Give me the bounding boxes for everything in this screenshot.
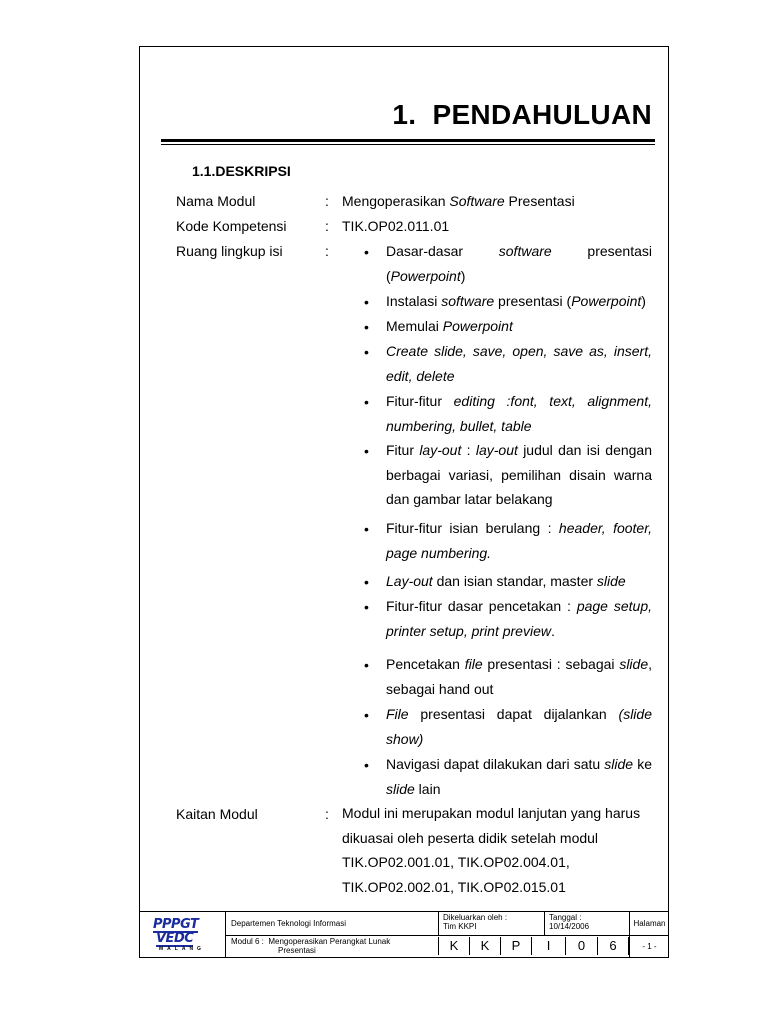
module-cell	[225, 935, 438, 958]
code-letter: K	[469, 937, 500, 955]
scope-item: Navigasi dapat dilakukan dari satu slide ke slide lain	[386, 756, 652, 797]
scope-item: Fitur-fitur dasar pencetakan : page setup, printer setup, print preview.	[386, 598, 652, 639]
department: Departemen Teknologi Informasi	[231, 919, 347, 928]
bullet-icon: •	[364, 294, 369, 310]
separator: :	[325, 218, 329, 234]
code-letter: I	[531, 937, 565, 955]
issued-by-label: Dikeluarkan oleh :	[443, 913, 508, 922]
scope-item: Fitur-fitur isian berulang : header, footer, page numbering.	[386, 520, 652, 561]
page-label-cell	[629, 911, 669, 935]
kaitan-modul-value	[342, 801, 662, 899]
scope-item: Fitur lay-out : lay-out judul dan isi dengan berbagai variasi, pemilihan disain warna dan gambar latar belakang	[386, 442, 653, 507]
nama-modul-label: Nama Modul	[176, 193, 256, 209]
module-title-1: Mengoperasikan Perangkat Lunak	[268, 937, 391, 946]
date: 10/14/2006	[549, 922, 590, 931]
page-value-cell	[629, 935, 669, 958]
issued-by: Tim KKPI	[443, 922, 477, 931]
bullet-icon: •	[364, 757, 369, 773]
scope-item: Memulai Powerpoint	[386, 318, 513, 334]
scope-item: Pencetakan file presentasi : sebagai slide, sebagai hand out	[386, 656, 652, 697]
bullet-icon: •	[364, 394, 369, 410]
date-label: Tanggal :	[549, 913, 582, 922]
kaitan-line: TIK.OP02.002.01, TIK.OP02.015.01	[342, 878, 566, 895]
chapter-number: 1.	[392, 99, 417, 130]
chapter-title	[392, 99, 652, 131]
bullet-icon: •	[364, 707, 369, 723]
separator: :	[325, 193, 329, 209]
separator: :	[325, 243, 329, 259]
module-title-2: Presentasi	[278, 946, 316, 955]
department-cell	[225, 911, 438, 935]
code-letter: K	[438, 937, 469, 955]
vedc-logo: VEDC	[156, 931, 194, 946]
title-rule-thin	[161, 144, 655, 145]
bullet-icon: •	[364, 599, 369, 615]
issued-by-cell	[438, 911, 544, 935]
scope-item: Dasar-dasar software presentasi (Powerpoint)	[386, 243, 653, 284]
code-letter: 0	[565, 937, 597, 955]
chapter-name: PENDAHULUAN	[432, 99, 652, 130]
scope-item: Create slide, save, open, save as, insert, edit, delete	[386, 343, 652, 384]
title-rule-thick	[161, 139, 655, 142]
scope-item: Lay-out dan isian standar, master slide	[386, 573, 626, 589]
kaitan-line: dikuasai oleh peserta didik setelah modul	[342, 829, 599, 846]
bullet-icon: •	[364, 574, 369, 590]
logo-city: MALANG	[159, 946, 205, 952]
bullet-icon: •	[364, 521, 369, 537]
kaitan-modul-label: Kaitan Modul	[176, 806, 258, 822]
nama-modul-value: Mengoperasikan Software Presentasi	[342, 193, 575, 209]
separator: :	[325, 806, 329, 822]
bullet-icon: •	[364, 244, 369, 260]
kaitan-line: Modul ini merupakan modul lanjutan yang harus	[342, 805, 641, 821]
kode-kompetensi-value: TIK.OP02.011.01	[342, 218, 450, 234]
date-cell	[544, 911, 629, 935]
pppgt-logo: PPPGT	[153, 917, 199, 932]
code-letter: 6	[597, 937, 629, 955]
page-label: Halaman	[633, 919, 666, 928]
module-label: Modul 6 :	[231, 937, 264, 946]
kaitan-line: TIK.OP02.001.01, TIK.OP02.004.01,	[342, 854, 570, 870]
bullet-icon: •	[364, 344, 369, 360]
scope-item: Fitur-fitur editing :font, text, alignment, numbering, bullet, table	[386, 393, 652, 434]
section-title: 1.1.DESKRIPSI	[192, 163, 291, 179]
bullet-icon: •	[364, 657, 369, 673]
scope-item: Instalasi software presentasi (Powerpoint)	[386, 293, 646, 309]
ruang-lingkup-label: Ruang lingkup isi	[176, 243, 283, 259]
code-letter: P	[500, 937, 531, 955]
bullet-icon: •	[364, 319, 369, 335]
page-value: - 1 -	[642, 942, 657, 951]
scope-item: File presentasi dapat dijalankan (slide show)	[386, 706, 652, 747]
kode-kompetensi-label: Kode Kompetensi	[176, 218, 287, 234]
bullet-icon: •	[364, 443, 369, 459]
